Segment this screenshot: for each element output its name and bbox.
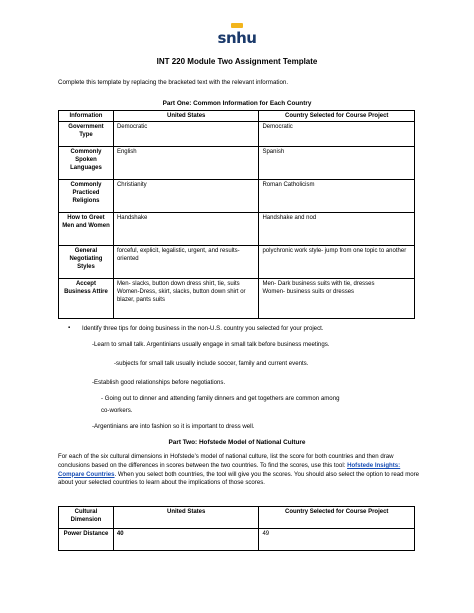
- row-label: Commonly Practiced Religions: [59, 180, 114, 213]
- cell-us: Handshake: [113, 213, 259, 246]
- cell-us: 40: [113, 529, 259, 551]
- row-label: Government Type: [59, 122, 114, 147]
- part-two-instructions: [58, 453, 420, 488]
- cell-us: English: [113, 147, 259, 180]
- column-header: Country Selected for Course Project: [259, 507, 415, 529]
- part-one-title: Part One: Common Information for Each Country: [162, 100, 312, 107]
- tip-line: -Learn to small talk. Argentinians usually engage in small talk before business meetings.: [92, 341, 330, 348]
- cell-us: Men- slacks, button down dress shirt, tie, suits Women-Dress, skirt, slacks, button down shirt or blazer, pants suits: [113, 279, 259, 319]
- table-row: [59, 147, 415, 180]
- table-header-row: [59, 111, 415, 122]
- table-header-row: [59, 507, 415, 529]
- cell-other: Roman Catholicism: [259, 180, 415, 213]
- tip-line: co-workers.: [101, 407, 133, 414]
- document-title: INT 220 Module Two Assignment Template: [156, 57, 318, 66]
- tips-bullet-text: Identify three tips for doing business in the non-U.S. country you selected for your project.: [82, 325, 324, 332]
- cell-other: Spanish: [259, 147, 415, 180]
- snhu-logo: [217, 30, 257, 46]
- table-row: [59, 246, 415, 279]
- table-row: [59, 529, 415, 551]
- tip-line: -subjects for small talk usually include soccer, family and current events.: [114, 360, 309, 367]
- para-text: . When you select both countries, the tool will give you the scores. You should also select the option to read more about your selected countries to learn about the implications of those scores.: [58, 470, 420, 487]
- part-two-title: Part Two: Hofstede Model of National Culture: [168, 439, 306, 446]
- table-row: [59, 279, 415, 319]
- tip-line: - Going out to dinner and attending family dinners and get togethers are common among: [101, 395, 340, 402]
- cell-other: 49: [259, 529, 415, 551]
- cell-us: forceful, explicit, legalistic, urgent, and results-oriented: [113, 246, 259, 279]
- hofstede-compare-link[interactable]: Hofstede Insights: Compare Countries: [58, 461, 401, 478]
- row-label: Commonly Spoken Languages: [59, 147, 114, 180]
- column-header: Cultural Dimension: [59, 507, 114, 529]
- column-header: Information: [59, 111, 114, 122]
- row-label: General Negotiating Styles: [59, 246, 114, 279]
- row-label: How to Greet Men and Women: [59, 213, 114, 246]
- column-header: United States: [113, 507, 259, 529]
- table-row: [59, 213, 415, 246]
- country-info-table: [58, 110, 415, 319]
- cell-other: Democratic: [259, 122, 415, 147]
- cell-other: Men- Dark business suits with tie, dresses Women- business suits or dresses: [259, 279, 415, 319]
- cell-other: polychronic work style- jump from one topic to another: [259, 246, 415, 279]
- tip-line: -Establish good relationships before negotiations.: [92, 379, 226, 386]
- cell-us: Democratic: [113, 122, 259, 147]
- cell-other: Handshake and nod: [259, 213, 415, 246]
- table-row: [59, 180, 415, 213]
- column-header: Country Selected for Course Project: [259, 111, 415, 122]
- column-header: United States: [113, 111, 259, 122]
- para-text: For each of the six cultural dimensions in Hofstede’s model of national culture, list the score for both countries and then draw conclusions based on the differences in scores between the two countries. To find the scores, use this tool:: [58, 453, 394, 469]
- bullet-icon: ▪: [68, 325, 71, 331]
- logo-accent-bar: [231, 23, 243, 28]
- instructions: Complete this template by replacing the bracketed text with the relevant information.: [58, 79, 289, 86]
- logo-text: snhu: [217, 29, 257, 47]
- cell-us: Christianity: [113, 180, 259, 213]
- hofstede-table: [58, 506, 415, 551]
- row-label: Accept Business Attire: [59, 279, 114, 319]
- tip-line: -Argentinians are into fashion so it is important to dress well.: [92, 423, 255, 430]
- table-row: [59, 122, 415, 147]
- row-label: Power Distance: [59, 529, 114, 551]
